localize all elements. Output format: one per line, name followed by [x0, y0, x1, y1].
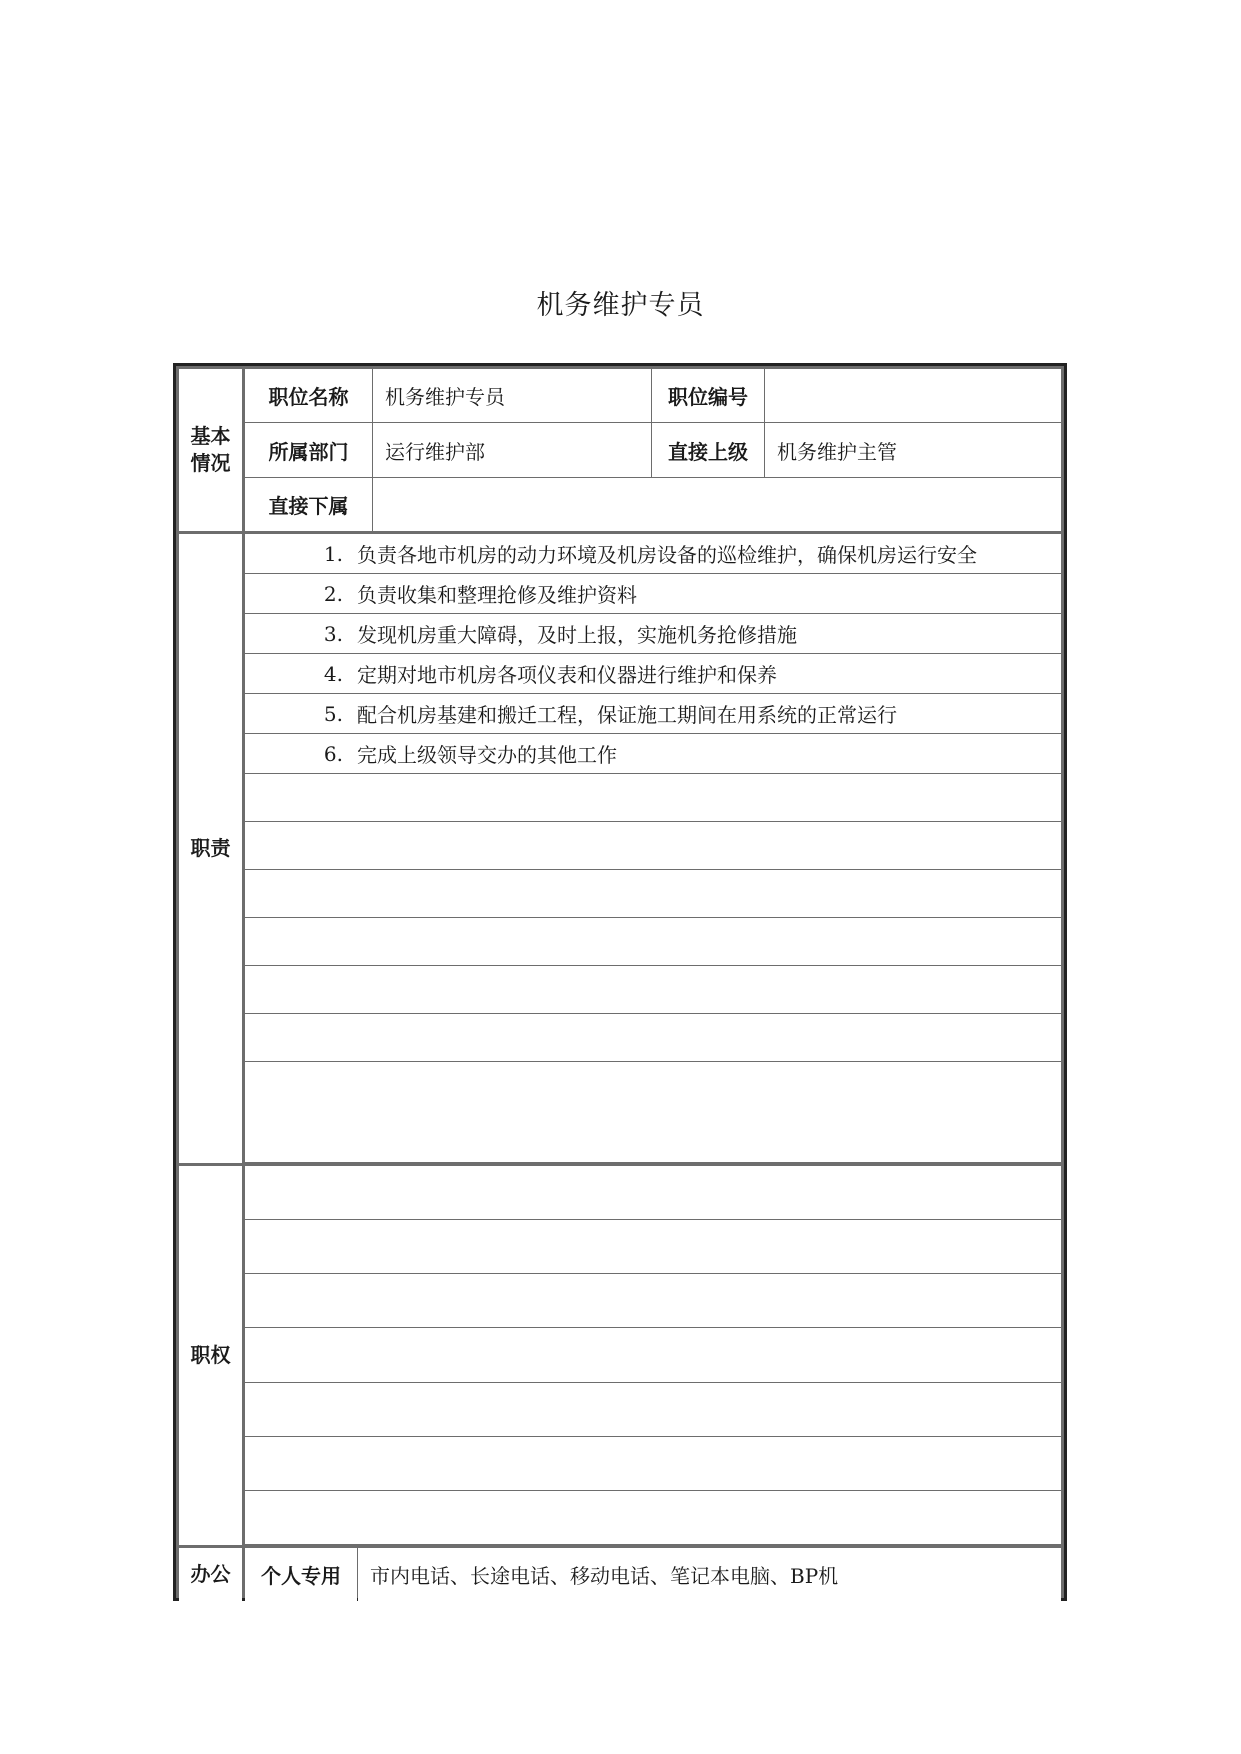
subordinate-value — [373, 478, 1061, 531]
personal-use-value: 市内电话、长途电话、移动电话、笔记本电脑、BP机 — [358, 1548, 1061, 1601]
duty-item — [245, 534, 1061, 573]
duty-number: 1. — [323, 541, 343, 566]
position-name-label: 职位名称 — [245, 369, 372, 422]
personal-use-label: 个人专用 — [245, 1548, 357, 1601]
duty-blank-row — [245, 1014, 1061, 1061]
department-value: 运行维护部 — [373, 423, 651, 477]
position-name-value: 机务维护专员 — [373, 369, 651, 422]
duty-text: 完成上级领导交办的其他工作 — [357, 743, 617, 767]
duty-number: 4. — [323, 661, 343, 686]
authority-blank-row — [245, 1328, 1061, 1382]
duty-number: 3. — [323, 621, 343, 646]
authority-blank-row — [245, 1220, 1061, 1273]
duty-blank-row — [245, 774, 1061, 821]
authority-blank-row — [245, 1491, 1061, 1544]
duty-text: 定期对地市机房各项仪表和仪器进行维护和保养 — [357, 663, 777, 687]
authority-blank-row — [245, 1166, 1061, 1219]
duty-item — [245, 734, 1061, 773]
position-code-label: 职位编号 — [652, 369, 764, 422]
authority-blank-row — [245, 1437, 1061, 1490]
superior-value: 机务维护主管 — [765, 423, 1061, 477]
position-code-value — [765, 369, 1061, 422]
page-title: 机务维护专员 — [536, 290, 705, 321]
duty-item — [245, 574, 1061, 613]
duty-number: 5. — [323, 701, 343, 726]
duties-section-label: 职责 — [179, 534, 242, 1163]
duty-text: 发现机房重大障碍，及时上报，实施机务抢修措施 — [357, 623, 797, 647]
duty-item — [245, 614, 1061, 653]
office-section-label: 办公 — [179, 1548, 242, 1601]
table-grid — [179, 369, 1061, 1595]
duty-item — [245, 694, 1061, 733]
basic-info-section-label: 基本 情况 — [179, 369, 242, 531]
duty-blank-row — [245, 822, 1061, 869]
duty-blank-row — [245, 966, 1061, 1013]
duty-blank-row — [245, 1062, 1061, 1162]
authority-blank-row — [245, 1383, 1061, 1436]
duty-text: 配合机房基建和搬迁工程，保证施工期间在用系统的正常运行 — [357, 703, 897, 727]
job-description-table — [173, 363, 1067, 1601]
duty-number: 6. — [323, 741, 343, 766]
duty-number: 2. — [323, 581, 343, 606]
duty-blank-row — [245, 870, 1061, 917]
superior-label: 直接上级 — [652, 423, 764, 477]
authority-blank-row — [245, 1274, 1061, 1327]
subordinate-label: 直接下属 — [245, 478, 372, 531]
department-label: 所属部门 — [245, 423, 372, 477]
duty-text: 负责各地市机房的动力环境及机房设备的巡检维护，确保机房运行安全 — [357, 543, 977, 567]
authority-section-label: 职权 — [179, 1166, 242, 1545]
duty-blank-row — [245, 918, 1061, 965]
duty-text: 负责收集和整理抢修及维护资料 — [357, 583, 637, 607]
duty-item — [245, 654, 1061, 693]
